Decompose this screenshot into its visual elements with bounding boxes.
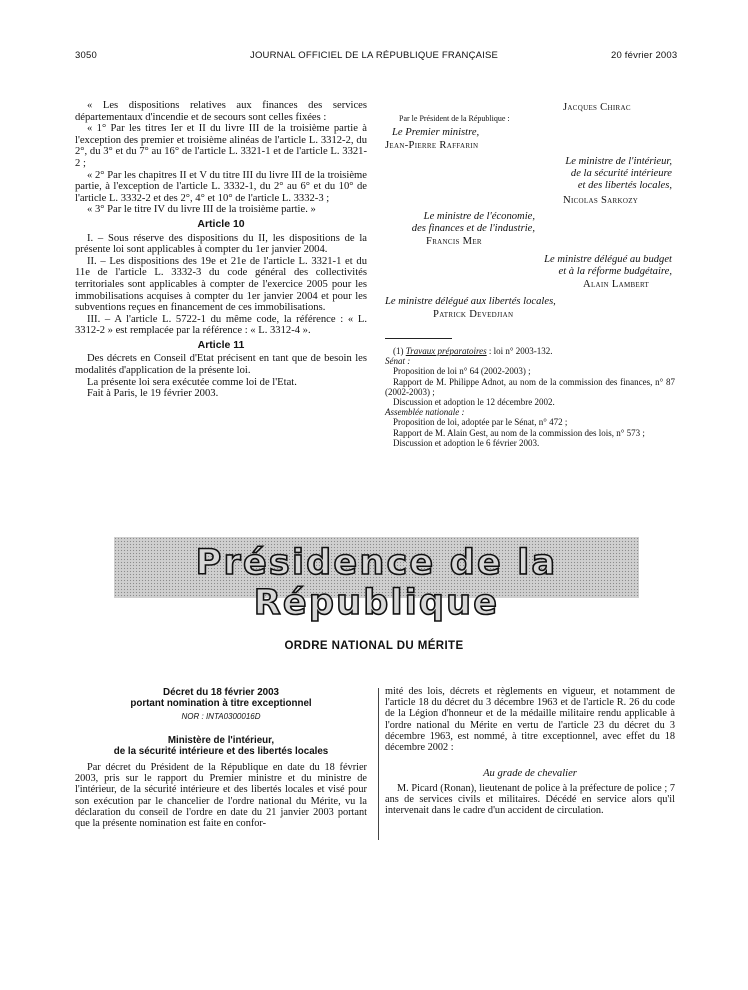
paragraph: Des décrets en Conseil d'Etat précisent en tant que de besoin les modalités d'application de la présente loi. — [75, 353, 367, 377]
an-label: Assemblée nationale : — [385, 407, 465, 418]
article-heading: Article 10 — [197, 217, 245, 230]
libertes-title: Le ministre délégué aux libertés locales, — [385, 296, 556, 307]
signatory-president: Jacques Chirac — [563, 102, 631, 113]
banner-title: Présidence de la République — [195, 543, 558, 623]
paragraph: « 2° Par les chapitres II et V du titre III du livre III de la troisième partie, à l'exception de l'article L. 3332-1, du 2° au 6° et du 10° de l'article L. 3332-2 et des 2°, 4° et 10° de l'article L. 3332-3 ; — [75, 169, 367, 204]
paragraph: III. – A l'article L. 5722-1 du même code, la référence : « L. 3312-2 » est remplacée par la référence : « L. 3312-4 ». — [75, 313, 367, 337]
section-banner — [114, 537, 639, 623]
paragraph: Fait à Paris, le 19 février 2003. — [87, 388, 219, 400]
senat-label: Sénat : — [385, 356, 411, 367]
title-line: et des libertés locales, — [577, 180, 672, 191]
journal-title: JOURNAL OFFICIEL DE LA RÉPUBLIQUE FRANÇAISE — [250, 50, 499, 61]
nominee — [385, 783, 675, 817]
decree-title — [75, 687, 367, 709]
paragraph: I. – Sous réserve des dispositions du II, les dispositions de la présente loi sont applicables à compter du 1er janvier 2004. — [75, 232, 367, 256]
section-title: ORDRE NATIONAL DU MÉRITE — [284, 640, 464, 652]
note-line: Discussion et adoption le 6 février 2003. — [393, 437, 540, 448]
column-divider — [378, 688, 379, 840]
ministry-heading — [75, 735, 367, 757]
grade-heading: Au grade de chevalier — [483, 768, 577, 779]
pm-name: Jean-Pierre Raffarin — [385, 140, 479, 151]
paragraph: M. Picard (Ronan), lieutenant de police à la préfecture de police ; 7 ans de services civils et militaires. Décédé en service alors qu'il intervenait dans le cadre d'un accident de circulation. — [385, 783, 675, 817]
note-line: Proposition de loi, adoptée par le Sénat, n° 472 ; — [393, 417, 568, 428]
title-line: Le ministre de l'intérieur, — [565, 156, 672, 167]
decree-title-line: portant nomination à titre exceptionnel — [130, 698, 312, 709]
note-line: Rapport de M. Alain Gest, au nom de la commission des lois, n° 573 ; — [393, 427, 645, 438]
ministry-line: de la sécurité intérieure et des libertés locales — [113, 746, 329, 757]
ministry-line: Ministère de l'intérieur, — [167, 735, 275, 746]
economie-name: Francis Mer — [426, 236, 482, 247]
paragraph: « 1° Par les titres Ier et II du livre III de la troisième partie à l'exception des premier et troisième alinéas de l'article L. 3312-2, du 2°, du 3° et du 7° au 16° de l'article L. 3321-1 et de l'article L. 3321-2 ; — [75, 123, 367, 169]
note-line: Discussion et adoption le 12 décembre 2002. — [393, 397, 555, 408]
pm-title: Le Premier ministre, — [392, 127, 480, 138]
paragraph: II. – Les dispositions des 19e et 21e de l'article L. 3321-1 et du 11e de l'article L. 3332-3 du code général des collectivités territoriales sont applicables à compter de l'exercice 2005 pour les immobilisations acquises à compter du 1er janvier 2004 et pour les subventions reçues en financement de ces immobilisations. — [75, 255, 367, 314]
header-date: 20 février 2003 — [611, 50, 678, 61]
par-le-president: Par le Président de la République : — [399, 114, 510, 123]
interieur-name: Nicolas Sarkozy — [563, 195, 639, 206]
note-line: Proposition de loi n° 64 (2002-2003) ; — [393, 366, 531, 377]
page-number: 3050 — [75, 50, 97, 61]
paragraph: La présente loi sera exécutée comme loi de l'Etat. — [87, 376, 297, 388]
article-heading: Article 11 — [197, 338, 245, 351]
note-line: Rapport de M. Philippe Adnot, au nom de la commission des finances, n° 87 (2002-2003) ; — [385, 376, 675, 397]
note-number: (1) — [393, 346, 404, 356]
economie-title — [385, 211, 535, 235]
footnote-rule — [385, 338, 452, 339]
title-line: Le ministre de l'économie, — [423, 211, 535, 222]
budget-name: Alain Lambert — [583, 279, 650, 290]
paragraph: mité des lois, décrets et règlements en vigueur, et notamment de l'article 18 du décret du 3 décembre 1963 et de l'article R. 26 du code de la Légion d'honneur et de la médaille militaire rendu applicable à l'ordre national du Mérite en vertu de l'article 23 du décret du 3 décembre 1963, est nommé, à titre exceptionnel, avec effet du 18 décembre 2002 : — [385, 686, 675, 754]
paragraph: Par décret du Président de la République en date du 18 février 2003, pris sur le rapport du Premier ministre et du ministre de l'intérieur, de la sécurité intérieure et des libertés locales et visé pour son exécution par le chancelier de l'ordre national du Mérite, vu la déclaration du conseil de l'ordre en date du 21 janvier 2003 portant que la présente nomination est faite en confor- — [75, 762, 367, 830]
libertes-name: Patrick Devedjian — [433, 309, 514, 320]
nor-reference: NOR : INTA0300016D — [181, 712, 261, 721]
decree-body-left — [75, 762, 367, 829]
footnotes — [385, 346, 675, 448]
travaux-link[interactable]: Travaux préparatoires — [405, 346, 487, 356]
left-column — [75, 100, 367, 400]
title-line: et à la réforme budgétaire, — [558, 266, 672, 277]
budget-title — [470, 254, 672, 278]
decree-title-line: Décret du 18 février 2003 — [163, 687, 279, 698]
title-line: de la sécurité intérieure — [570, 168, 672, 179]
paragraph: « 3° Par le titre IV du livre III de la troisième partie. » — [87, 204, 316, 216]
note-text: : loi n° 2003-132. — [488, 346, 553, 356]
decree-body-right — [385, 686, 675, 753]
title-line: Le ministre délégué au budget — [544, 254, 672, 265]
interieur-title — [460, 156, 672, 192]
title-line: des finances et de l'industrie, — [411, 223, 535, 234]
paragraph: « Les dispositions relatives aux finances des services départementaux d'incendie et de secours sont celles fixées : — [75, 100, 367, 123]
